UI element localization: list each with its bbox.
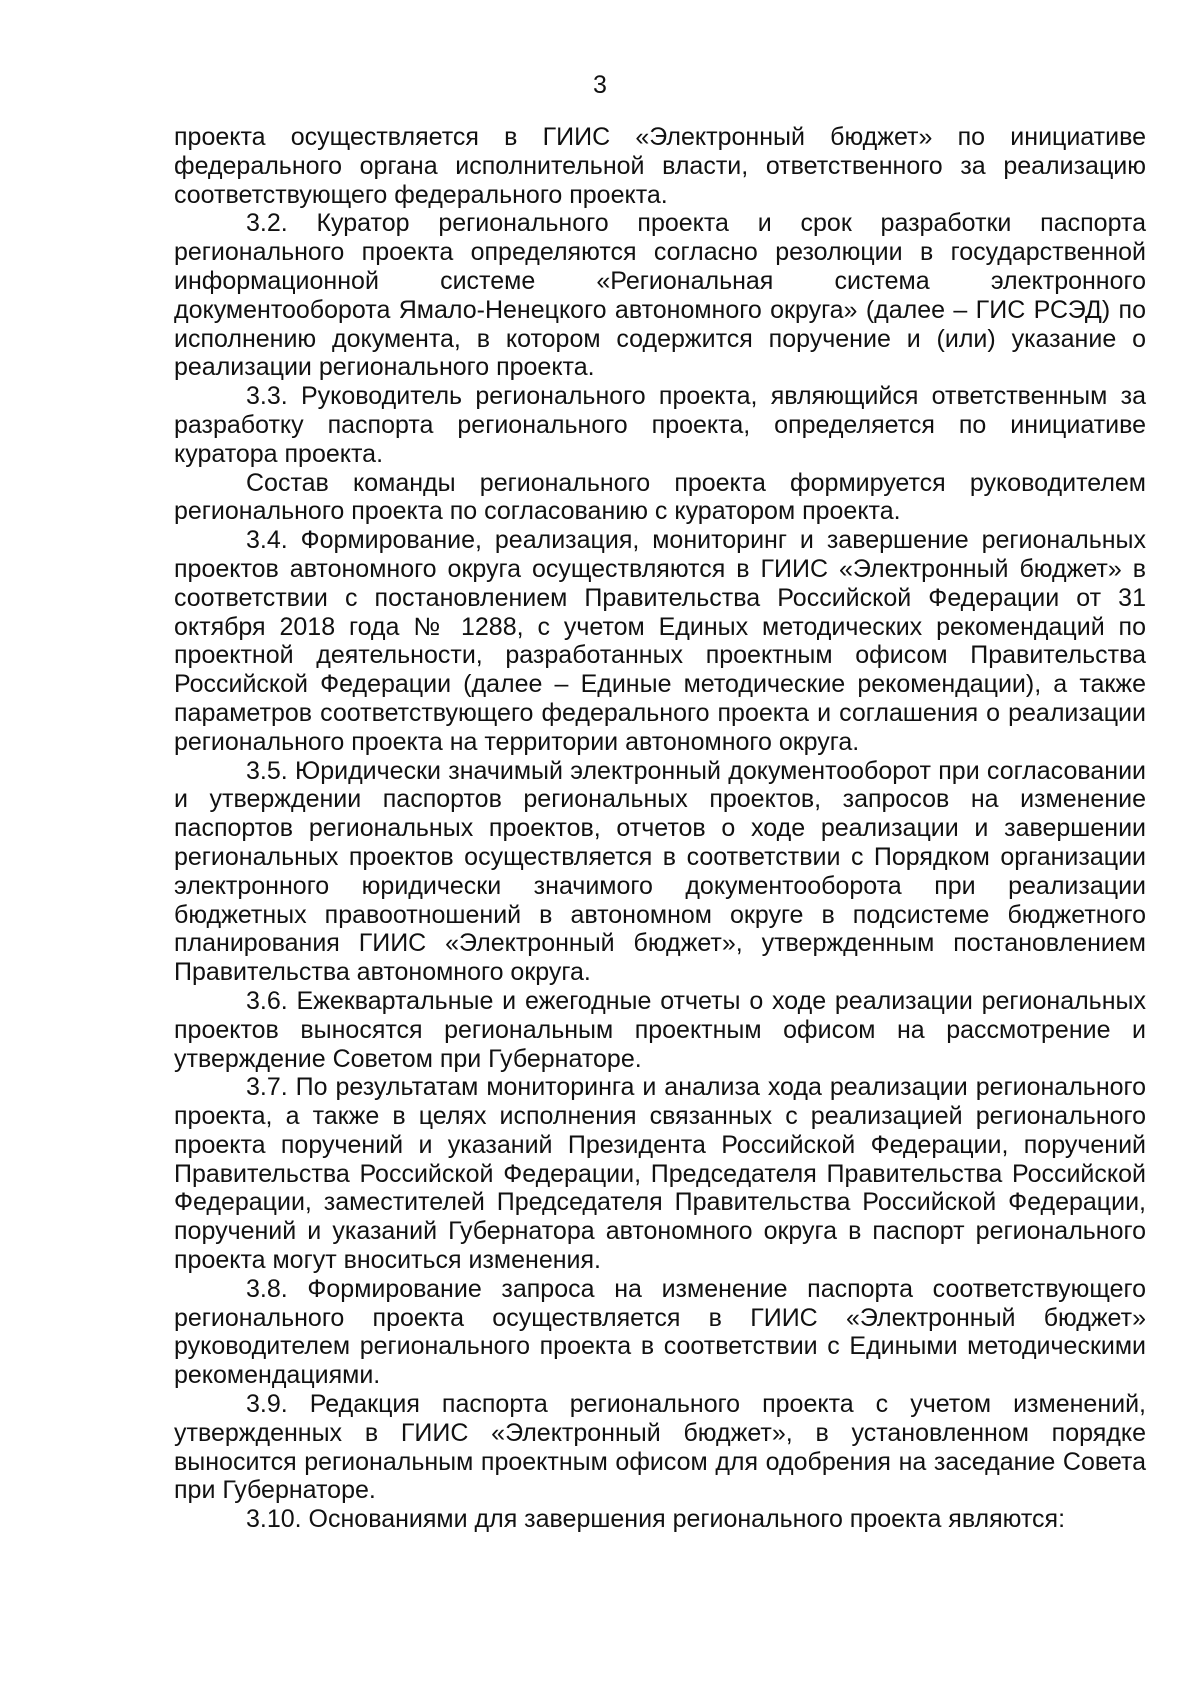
paragraph-3-9: 3.9. Редакция паспорта регионального проекта с учетом изменений, утвержденных в ГИИС «Электронный бюджет», в установленном порядке выносится региональным проектным офисом для одобрения на заседание Совета при Губернаторе. — [174, 1390, 1146, 1505]
paragraph-3-8: 3.8. Формирование запроса на изменение паспорта соответствующего регионального проекта осуществляется в ГИИС «Электронный бюджет» руководителем регионального проекта в соответствии с Едиными методическими рекомендациями. — [174, 1274, 1146, 1390]
page-number: 3 — [593, 71, 607, 99]
paragraph-3-6: 3.6. Ежеквартальные и ежегодные отчеты о ходе реализации региональных проектов выносятся региональным проектным офисом на рассмотрение и утверждение Советом при Губернаторе. — [174, 986, 1146, 1073]
paragraph-3-10: 3.10. Основаниями для завершения регионального проекта являются: — [246, 1505, 1066, 1534]
paragraph-3-3-team: Состав команды регионального проекта формируется руководителем регионального проекта по согласованию с куратором проекта. — [174, 468, 1146, 526]
paragraph-3-7: 3.7. По результатам мониторинга и анализа хода реализации регионального проекта, а также в целях исполнения связанных с реализацией регионального проекта поручений и указаний Президента Российской Федерации, поручений Правительства Российской Федерации, Председателя Правительства Российской Федерации, заместителей Председателя Правительства Российской Федерации, поручений и указаний Губернатора автономного округа в паспорт регионального проекта могут вноситься изменения. — [174, 1073, 1146, 1275]
paragraph-3-3: 3.3. Руководитель регионального проекта, являющийся ответственным за разработку паспорта регионального проекта, определяется по инициативе куратора проекта. — [174, 382, 1146, 468]
paragraph-continuation: проекта осуществляется в ГИИС «Электронный бюджет» по инициативе федерального органа исполнительной власти, ответственного за реализацию соответствующего федерального проекта. — [174, 123, 1146, 209]
paragraph-3-4: 3.4. Формирование, реализация, мониторинг и завершение региональных проектов автономного округа осуществляются в ГИИС «Электронный бюджет» в соответствии с постановлением Правительства Российской Федерации от 31 октября 2018 года № 1288, с учетом Единых методических рекомендаций по проектной деятельности, разработанных проектным офисом Правительства Российской Федерации (далее – Единые методические рекомендации), а также параметров соответствующего федерального проекта и соглашения о реализации регионального проекта на территории автономного округа. — [174, 526, 1146, 756]
paragraph-3-2: 3.2. Куратор регионального проекта и срок разработки паспорта регионального проекта определяются согласно резолюции в государственной информационной системе «Региональная система электронного документооборота Ямало-Ненецкого автономного округа» (далее – ГИС РСЭД) по исполнению документа, в котором содержится поручение и (или) указание о реализации регионального проекта. — [174, 209, 1146, 382]
document-body — [174, 123, 1146, 1534]
paragraph-3-5: 3.5. Юридически значимый электронный документооборот при согласовании и утверждении паспортов региональных проектов, запросов на изменение паспортов региональных проектов, отчетов о ходе реализации и завершении региональных проектов осуществляется в соответствии с Порядком организации электронного юридически значимого документооборота при реализации бюджетных правоотношений в автономном округе в подсистеме бюджетного планирования ГИИС «Электронный бюджет», утвержденным постановлением Правительства автономного округа. — [174, 756, 1146, 987]
